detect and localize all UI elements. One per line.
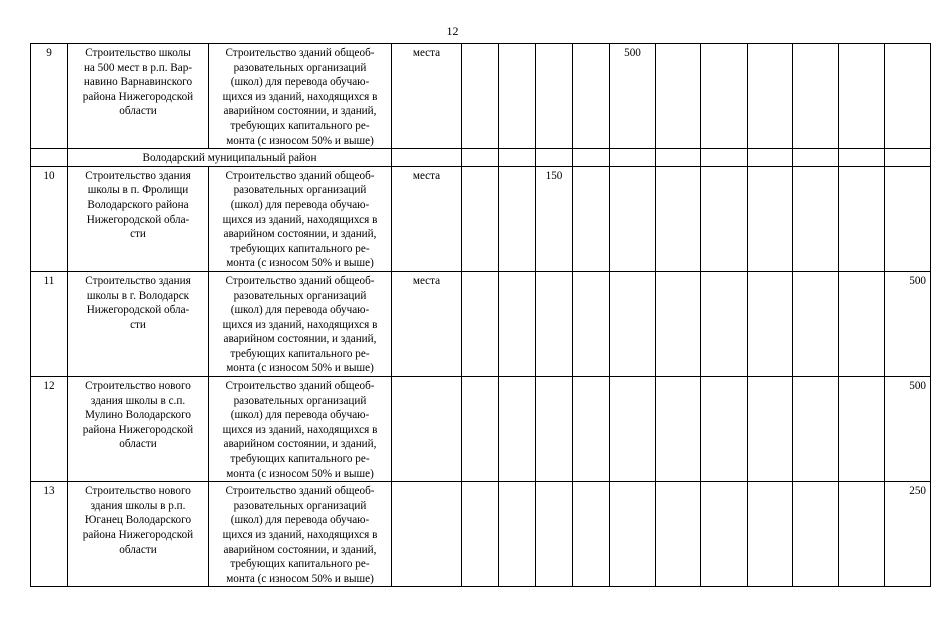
value-cell (610, 166, 656, 271)
purpose-line: щихся из зданий, находящихся в (222, 90, 378, 103)
project-name-line: района Нижегородской (82, 423, 194, 436)
table-body (31, 44, 931, 587)
purpose-line: требующих капитального ре- (230, 242, 370, 255)
project-name-line: Строительство нового (85, 485, 191, 498)
purpose-line: разовательных организаций (233, 184, 367, 197)
project-name-cell (68, 482, 209, 587)
empty-cell (793, 149, 839, 167)
value-cell (610, 377, 656, 482)
unit-cell: места (392, 166, 462, 271)
value-cell (701, 271, 748, 376)
unit-cell: места (392, 44, 462, 149)
purpose-line: требующих капитального ре- (230, 558, 370, 571)
value-cell (793, 44, 839, 149)
purpose-line: (школ) для перевода обучаю- (230, 514, 370, 527)
value-cell (793, 482, 839, 587)
table-row (31, 44, 931, 149)
purpose-line: щихся из зданий, находящихся в (222, 213, 378, 226)
value-cell (701, 166, 748, 271)
value-cell (573, 377, 610, 482)
empty-cell (499, 149, 536, 167)
project-name-line: здания школы в с.п. (90, 394, 186, 407)
purpose-line: монта (с износом 50% и выше) (226, 362, 374, 375)
project-name-line: Строительство нового (85, 380, 191, 393)
project-name-line: района Нижегородской (82, 529, 194, 541)
value-cell (701, 377, 748, 482)
purpose-line: Строительство зданий общеоб- (225, 274, 375, 287)
value-cell (885, 44, 931, 149)
project-name-line: школы в г. Володарск (86, 289, 190, 302)
value-cell (656, 166, 701, 271)
unit-cell (392, 482, 462, 587)
project-name-line: Володарского района (87, 198, 189, 211)
value-cell (610, 271, 656, 376)
value-cell (499, 166, 536, 271)
value-cell (536, 377, 573, 482)
table-row (31, 271, 931, 376)
value-cell (499, 482, 536, 587)
value-cell (839, 44, 885, 149)
value-cell (536, 44, 573, 149)
value-cell: 250 (885, 482, 931, 587)
purpose-line: аварийном состоянии, и зданий, (223, 333, 377, 346)
project-name-cell (68, 44, 209, 149)
project-name-cell (68, 377, 209, 482)
empty-cell (839, 149, 885, 167)
value-cell (839, 166, 885, 271)
value-cell (573, 482, 610, 587)
value-cell (748, 44, 793, 149)
project-name-cell (68, 166, 209, 271)
unit-cell: места (392, 271, 462, 376)
purpose-line: монта (с износом 50% и выше) (226, 572, 374, 585)
value-cell (748, 377, 793, 482)
value-cell (499, 44, 536, 149)
project-name-line: Строительство здания (85, 169, 191, 182)
purpose-line: Строительство зданий общеоб- (225, 380, 375, 393)
empty-cell (656, 149, 701, 167)
value-cell: 150 (536, 166, 573, 271)
purpose-cell (209, 377, 392, 482)
purpose-line: разовательных организаций (233, 499, 367, 512)
value-cell (793, 271, 839, 376)
table-row (31, 482, 931, 587)
row-number: 10 (31, 166, 68, 271)
project-name-line: области (119, 438, 157, 451)
empty-cell (536, 149, 573, 167)
purpose-line: аварийном состоянии, и зданий, (223, 105, 377, 118)
value-cell (839, 271, 885, 376)
district-row (31, 149, 931, 167)
value-cell (462, 377, 499, 482)
project-name-line: на 500 мест в р.п. Вар- (83, 61, 193, 74)
project-name-line: Мулино Володарского (84, 409, 192, 422)
value-cell (839, 377, 885, 482)
value-cell (462, 44, 499, 149)
purpose-line: монта (с износом 50% и выше) (226, 134, 374, 147)
value-cell (656, 44, 701, 149)
purpose-cell (209, 166, 392, 271)
value-cell (462, 166, 499, 271)
purpose-line: Строительство зданий общеоб- (225, 485, 375, 498)
unit-cell (392, 377, 462, 482)
project-name-line: области (119, 543, 157, 556)
program-table (30, 43, 931, 587)
value-cell (701, 482, 748, 587)
value-cell (748, 271, 793, 376)
project-name-line: области (119, 105, 157, 118)
value-cell (656, 271, 701, 376)
purpose-line: аварийном состоянии, и зданий, (223, 543, 377, 556)
value-cell (573, 271, 610, 376)
project-name-line: Строительство школы (85, 47, 191, 59)
value-cell: 500 (885, 271, 931, 376)
purpose-cell (209, 44, 392, 149)
value-cell: 500 (885, 377, 931, 482)
purpose-line: требующих капитального ре- (230, 347, 370, 360)
empty-cell (748, 149, 793, 167)
page-number: 12 (446, 24, 459, 38)
value-cell (701, 44, 748, 149)
project-name-line: здания школы в р.п. (90, 499, 186, 512)
purpose-line: разовательных организаций (233, 394, 367, 407)
purpose-line: Строительство зданий общеоб- (225, 169, 375, 182)
empty-cell (573, 149, 610, 167)
project-name-line: Нижегородской обла- (86, 304, 190, 317)
project-name-line: Строительство здания (85, 274, 191, 287)
project-name-cell (68, 271, 209, 376)
value-cell (748, 166, 793, 271)
value-cell (462, 271, 499, 376)
value-cell (536, 482, 573, 587)
value-cell (536, 271, 573, 376)
purpose-line: щихся из зданий, находящихся в (222, 318, 378, 331)
row-number: 9 (31, 44, 68, 149)
purpose-cell (209, 271, 392, 376)
value-cell (656, 377, 701, 482)
empty-cell (885, 149, 931, 167)
value-cell (462, 482, 499, 587)
value-cell (793, 166, 839, 271)
row-number: 13 (31, 482, 68, 587)
purpose-line: (школ) для перевода обучаю- (230, 304, 370, 317)
purpose-line: разовательных организаций (233, 61, 367, 74)
district-spacer (31, 149, 68, 167)
value-cell (573, 44, 610, 149)
value-cell (499, 271, 536, 376)
empty-cell (392, 149, 462, 167)
value-cell (573, 166, 610, 271)
purpose-line: разовательных организаций (233, 289, 367, 302)
value-cell (885, 166, 931, 271)
purpose-line: требующих капитального ре- (230, 453, 370, 466)
purpose-line: (школ) для перевода обучаю- (230, 198, 370, 211)
row-number: 12 (31, 377, 68, 482)
row-number: 11 (31, 271, 68, 376)
purpose-line: аварийном состоянии, и зданий, (223, 228, 377, 241)
project-name-line: Юганец Володарского (84, 514, 192, 527)
value-cell: 500 (610, 44, 656, 149)
table-row (31, 166, 931, 271)
value-cell (839, 482, 885, 587)
purpose-line: требующих капитального ре- (230, 119, 370, 132)
value-cell (610, 482, 656, 587)
empty-cell (610, 149, 656, 167)
project-name-line: сти (130, 228, 146, 241)
purpose-line: монта (с износом 50% и выше) (226, 467, 374, 480)
project-name-line: района Нижегородской (82, 90, 194, 103)
value-cell (656, 482, 701, 587)
purpose-line: монта (с износом 50% и выше) (226, 257, 374, 270)
value-cell (748, 482, 793, 587)
project-name-line: школы в п. Фролищи (87, 184, 189, 197)
project-name-line: навино Варнавинского (83, 76, 193, 89)
value-cell (499, 377, 536, 482)
purpose-line: щихся из зданий, находящихся в (222, 423, 378, 436)
purpose-line: Строительство зданий общеоб- (225, 47, 375, 59)
empty-cell (462, 149, 499, 167)
project-name-line: сти (130, 318, 146, 331)
purpose-line: щихся из зданий, находящихся в (222, 529, 378, 541)
value-cell (793, 377, 839, 482)
district-heading: Володарский муниципальный район (68, 149, 392, 167)
purpose-line: (школ) для перевода обучаю- (230, 76, 370, 89)
purpose-cell (209, 482, 392, 587)
purpose-line: (школ) для перевода обучаю- (230, 409, 370, 422)
project-name-line: Нижегородской обла- (86, 213, 190, 226)
table-row (31, 377, 931, 482)
purpose-line: аварийном состоянии, и зданий, (223, 438, 377, 451)
empty-cell (701, 149, 748, 167)
